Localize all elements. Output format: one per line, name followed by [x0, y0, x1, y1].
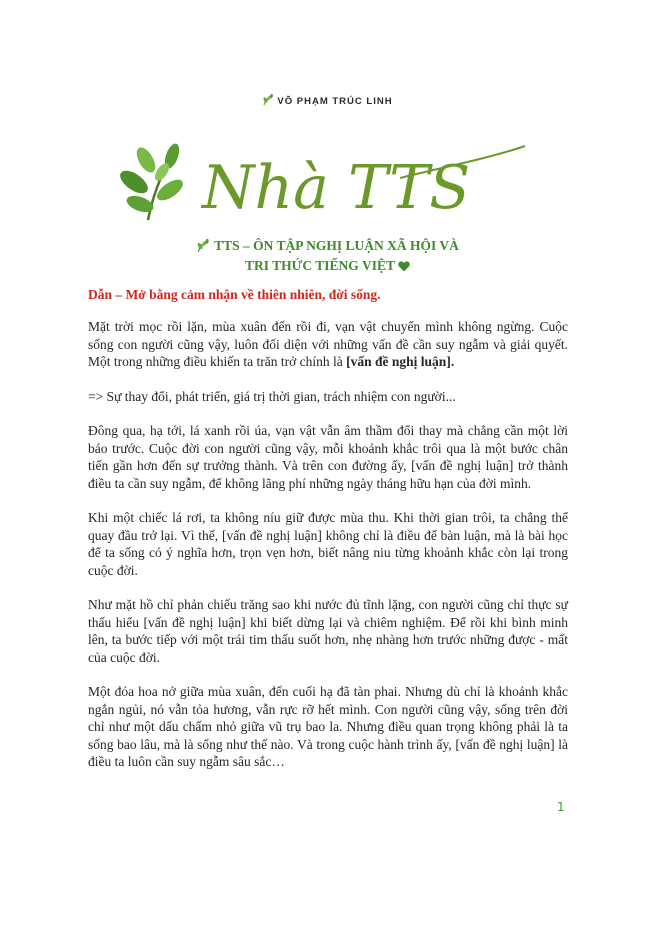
paragraph-1 — [88, 318, 568, 371]
paragraph-1-text: Mặt trời mọc rồi lặn, mùa xuân đến rồi đi, vạn vật chuyển mình không ngừng. Cuộc sống con người cũng vậy, luôn đối diện với những vấn đề cần suy ngẫm và giải quyết. Một trong những điều khiến ta trăn trở chính là — [88, 319, 568, 369]
logo-graphic — [110, 138, 540, 228]
heart-icon — [398, 261, 410, 272]
paragraph-4: Khi một chiếc lá rơi, ta không níu giữ được mùa thu. Khi thời gian trôi, ta chẳng thể quay đầu trở lại. Vì thế, [vấn đề nghị luận] không chỉ là điều để bàn luận, mà là bài học để ta sống có ý nghĩa hơn, trọn vẹn hơn, biết nâng niu từng khoảnh khắc còn lại trong cuộc đời. — [88, 510, 568, 578]
page-number: 1 — [557, 800, 565, 814]
paragraph-6: Một đóa hoa nở giữa mùa xuân, đến cuối hạ đã tàn phai. Nhưng dù chỉ là khoảnh khắc ngắn ngủi, nó vẫn tỏa hương, vẫn rực rỡ hết mình. Con người cũng vậy, sống trên đời chỉ như một dấu chấm nhỏ giữa vũ trụ bao la. Nhưng điều quan trọng không phải là ta sống bao lâu, mà là sống như thế nào. Và trong cuộc hành trình ấy, [vấn đề nghị luận] là điều ta luôn cần suy ngẫm sâu sắc… — [88, 684, 568, 769]
author-name: VÕ PHẠM TRÚC LINH — [277, 96, 393, 107]
paragraph-3: Đông qua, hạ tới, lá xanh rồi úa, vạn vật vẫn âm thầm đổi thay mà chẳng cần một lời báo trước. Cuộc đời con người cũng vậy, mỗi khoảnh khắc trôi qua là một bước chân tiến gần hơn đến sự trưởng thành. Và trên con đường ấy, [vấn đề nghị luận] trở thành điều ta cần suy ngẫm, để không lãng phí những ngày tháng hữu hạn của đời mình. — [88, 423, 568, 491]
leaf-icon — [262, 94, 274, 106]
paragraph-1-bold: [vấn đề nghị luận]. — [346, 354, 455, 369]
leaf-branch-icon — [116, 142, 186, 220]
author-line — [0, 94, 655, 107]
heading-line-2: TRI THỨC TIẾNG VIỆT — [245, 258, 395, 273]
document-heading — [0, 236, 655, 276]
logo-wordmark: Nhà TTS — [202, 153, 471, 223]
document-body — [88, 318, 568, 788]
leaf-icon — [196, 239, 210, 253]
paragraph-2: => Sự thay đổi, phát triển, giá trị thời gian, trách nhiệm con người... — [88, 388, 456, 404]
heading-line-1: TTS – ÔN TẬP NGHỊ LUẬN XÃ HỘI VÀ — [214, 238, 459, 253]
paragraph-5: Như mặt hồ chỉ phản chiếu trăng sao khi nước đủ tĩnh lặng, con người cũng chỉ thực sự thấu hiểu [vấn đề nghị luận] khi biết dừng lại và chiêm nghiệm. Để rồi khi bình minh lên, ta bước tiếp với một trái tim thấu suốt hơn, nhẹ nhàng hơn trước những được - mất của cuộc đời. — [88, 597, 568, 665]
section-title: Dẫn – Mở bằng cảm nhận về thiên nhiên, đời sống. — [88, 287, 381, 302]
logo — [110, 138, 540, 228]
